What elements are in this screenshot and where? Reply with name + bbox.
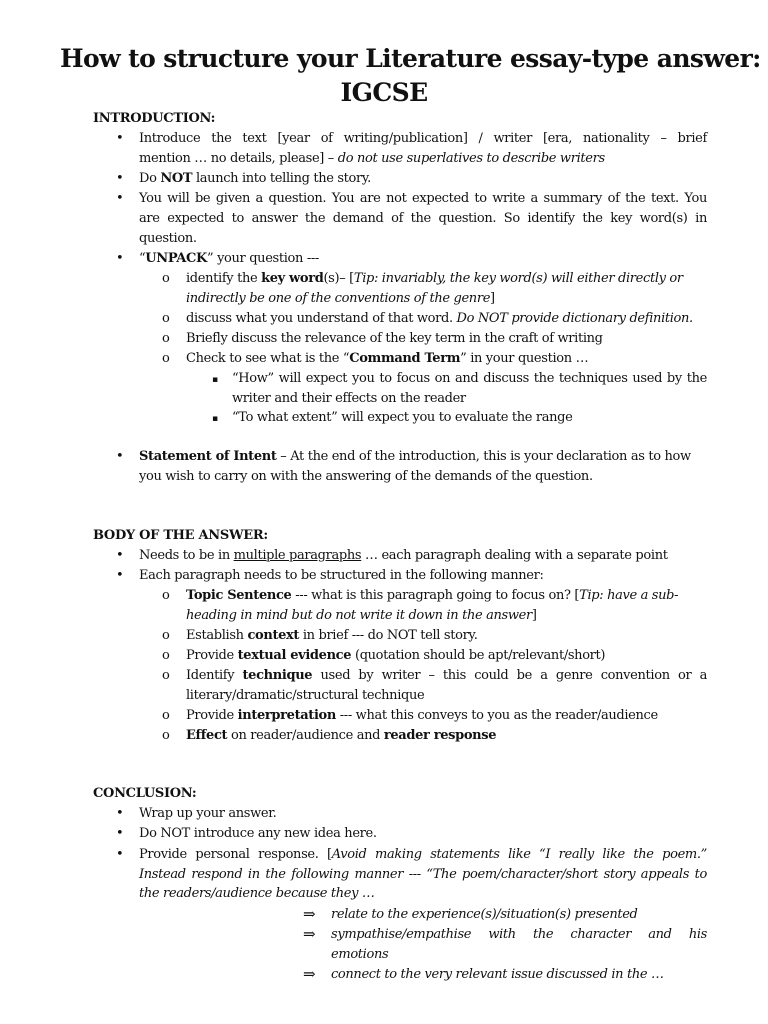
conclusion-heading: CONCLUSION:: [93, 786, 197, 801]
body-sub-3: [186, 647, 707, 665]
intro-sub-1-italic: Tip: invariably, the key word(s) will either directly or: [353, 271, 683, 286]
body-sub-5-text: --- what this conveys to you as the reader/audience: [335, 708, 658, 723]
body-bullet-1-text: … each paragraph dealing with a separate point: [361, 548, 668, 563]
circle-marker: o: [162, 728, 170, 743]
intro-sub-4-text: ” in your question …: [460, 351, 589, 366]
bullet-marker: •: [116, 131, 124, 146]
intro-sub-1-bold: key word: [261, 271, 324, 286]
body-sub-2: [186, 627, 707, 645]
intro-bullet-5-text: – At the end of the introduction, this is your declaration as to how: [276, 449, 691, 464]
circle-marker: o: [162, 271, 170, 286]
intro-bullet-3-line-3: question.: [139, 231, 197, 246]
body-sub-4-text: Identify: [186, 668, 243, 683]
body-sub-5: [186, 707, 707, 725]
document-title-line-2: IGCSE: [340, 78, 428, 107]
body-sub-6-bold: Effect: [186, 728, 228, 743]
body-sub-4-bold: technique: [242, 668, 313, 683]
conclusion-bullet-2: Do NOT introduce any new idea here.: [139, 826, 377, 841]
arrow-marker: ⇒: [303, 925, 316, 943]
intro-bullet-1-text: mention … no details, please] –: [139, 151, 338, 166]
square-marker: ▪: [212, 375, 219, 385]
bullet-marker: •: [116, 568, 124, 583]
intro-bullet-5-bold: Statement of Intent: [139, 449, 277, 464]
bullet-marker: •: [116, 548, 124, 563]
body-sub-5-text: Provide: [186, 708, 238, 723]
intro-bullet-3-line-1: You will be given a question. You are not expected to write a summary of the text. You: [139, 191, 707, 206]
intro-bullet-4: [139, 250, 707, 268]
bullet-marker: •: [116, 251, 124, 266]
body-sub-6: [186, 727, 707, 745]
intro-sub-3: Briefly discuss the relevance of the key term in the craft of writing: [186, 331, 603, 346]
intro-square-1-line-1: “How” will expect you to focus on and discuss the techniques used by the: [232, 371, 707, 386]
intro-bullet-2-text: Do: [139, 171, 161, 186]
conclusion-bullet-3-line-2: Instead respond in the following manner --- “The poem/character/short story appeals to: [139, 867, 707, 882]
intro-sub-2-italic: Do NOT provide dictionary definition.: [456, 311, 693, 326]
body-bullet-1: [139, 547, 707, 565]
body-sub-1-text: --- what is this paragraph going to focus on? [: [291, 588, 580, 603]
introduction-heading: INTRODUCTION:: [93, 111, 216, 126]
body-sub-5-bold: interpretation: [237, 708, 336, 723]
conclusion-bullet-3-text: Provide personal response. [: [139, 847, 332, 862]
body-sub-4-line-1: [186, 667, 707, 685]
conclusion-arrow-2-line-2: emotions: [331, 947, 389, 962]
intro-bullet-1-line-2: [139, 150, 707, 168]
bullet-marker: •: [116, 806, 124, 821]
document-title-line-1: How to structure your Literature essay-type answer:: [60, 44, 761, 73]
intro-bullet-1-italic: do not use superlatives to describe writers: [337, 151, 605, 166]
intro-sub-4: [186, 350, 707, 368]
intro-sub-2: [186, 310, 707, 328]
bullet-marker: •: [116, 449, 124, 464]
conclusion-arrow-3: connect to the very relevant issue discussed in the …: [331, 967, 664, 982]
intro-sub-1-italic: indirectly be one of the conventions of the genre: [186, 291, 491, 306]
body-sub-1-italic: heading in mind but do not write it down in the answer: [186, 608, 532, 623]
circle-marker: o: [162, 311, 170, 326]
bullet-marker: •: [116, 191, 124, 206]
conclusion-bullet-3-italic: Avoid making statements like “I really like the poem.”: [331, 847, 707, 862]
bullet-marker: •: [116, 847, 124, 862]
circle-marker: o: [162, 648, 170, 663]
body-sub-1-line-2: [186, 607, 707, 625]
intro-bullet-3-line-2: are expected to answer the demand of the question. So identify the key word(s) in: [139, 211, 707, 226]
conclusion-arrow-1: relate to the experience(s)/situation(s) presented: [331, 907, 638, 922]
body-sub-1-text: ]: [531, 608, 537, 623]
body-sub-2-text: in brief --- do NOT tell story.: [299, 628, 478, 643]
intro-bullet-4-text: ” your question ---: [206, 251, 319, 266]
body-sub-3-bold: textual evidence: [237, 648, 352, 663]
body-sub-1-italic: Tip: have a sub-: [579, 588, 679, 603]
circle-marker: o: [162, 331, 170, 346]
conclusion-arrow-2-line-1: sympathise/empathise with the character and his: [331, 927, 707, 942]
intro-sub-1-line-1: [186, 270, 707, 288]
intro-sub-1-text: identify the: [186, 271, 262, 286]
body-bullet-2: Each paragraph needs to be structured in the following manner:: [139, 568, 544, 583]
intro-bullet-4-bold: UNPACK: [145, 251, 207, 266]
intro-bullet-2: [139, 170, 707, 188]
intro-bullet-4-text: “: [139, 251, 146, 266]
body-sub-3-text: (quotation should be apt/relevant/short): [351, 648, 606, 663]
intro-sub-4-text: Check to see what is the “: [186, 351, 350, 366]
body-sub-1-line-1: [186, 587, 707, 605]
intro-sub-1-text: ]: [490, 291, 495, 306]
intro-bullet-2-text: launch into telling the story.: [192, 171, 371, 186]
intro-sub-1-text: (s)– [: [323, 271, 354, 286]
circle-marker: o: [162, 708, 170, 723]
body-bullet-1-text: Needs to be in: [139, 548, 234, 563]
intro-square-1-line-2: writer and their effects on the reader: [232, 391, 466, 406]
conclusion-bullet-1: Wrap up your answer.: [139, 806, 277, 821]
arrow-marker: ⇒: [303, 965, 316, 983]
intro-sub-4-bold: Command Term: [349, 351, 461, 366]
body-sub-3-text: Provide: [186, 648, 238, 663]
body-sub-2-bold: context: [247, 628, 300, 643]
circle-marker: o: [162, 668, 170, 683]
intro-bullet-5-line-2: you wish to carry on with the answering of the demands of the question.: [139, 469, 593, 484]
intro-square-2: “To what extent” will expect you to evaluate the range: [232, 410, 573, 425]
body-sub-4-line-2: literary/dramatic/structural technique: [186, 688, 425, 703]
arrow-marker: ⇒: [303, 905, 316, 923]
circle-marker: o: [162, 351, 170, 366]
body-sub-6-bold: reader response: [383, 728, 497, 743]
intro-bullet-1-line-1: Introduce the text [year of writing/publication] / writer [era, nationality – brief: [139, 131, 707, 146]
circle-marker: o: [162, 628, 170, 643]
bullet-marker: •: [116, 826, 124, 841]
body-sub-6-text: on reader/audience and: [227, 728, 384, 743]
body-heading: BODY OF THE ANSWER:: [93, 528, 268, 543]
body-sub-2-text: Establish: [186, 628, 248, 643]
body-sub-4-text: used by writer – this could be a genre convention or a: [312, 668, 707, 683]
intro-bullet-2-bold: NOT: [160, 171, 193, 186]
conclusion-bullet-3-line-3: the readers/audience because they …: [139, 886, 375, 901]
body-sub-1-bold: Topic Sentence: [186, 588, 292, 603]
intro-sub-2-text: discuss what you understand of that word.: [186, 311, 457, 326]
circle-marker: o: [162, 588, 170, 603]
bullet-marker: •: [116, 171, 124, 186]
square-marker: ▪: [212, 414, 219, 424]
conclusion-bullet-3-line-1: [139, 846, 707, 864]
body-bullet-1-underlined: multiple paragraphs: [233, 548, 362, 563]
intro-sub-1-line-2: [186, 290, 707, 308]
intro-bullet-5-line-1: [139, 448, 707, 466]
